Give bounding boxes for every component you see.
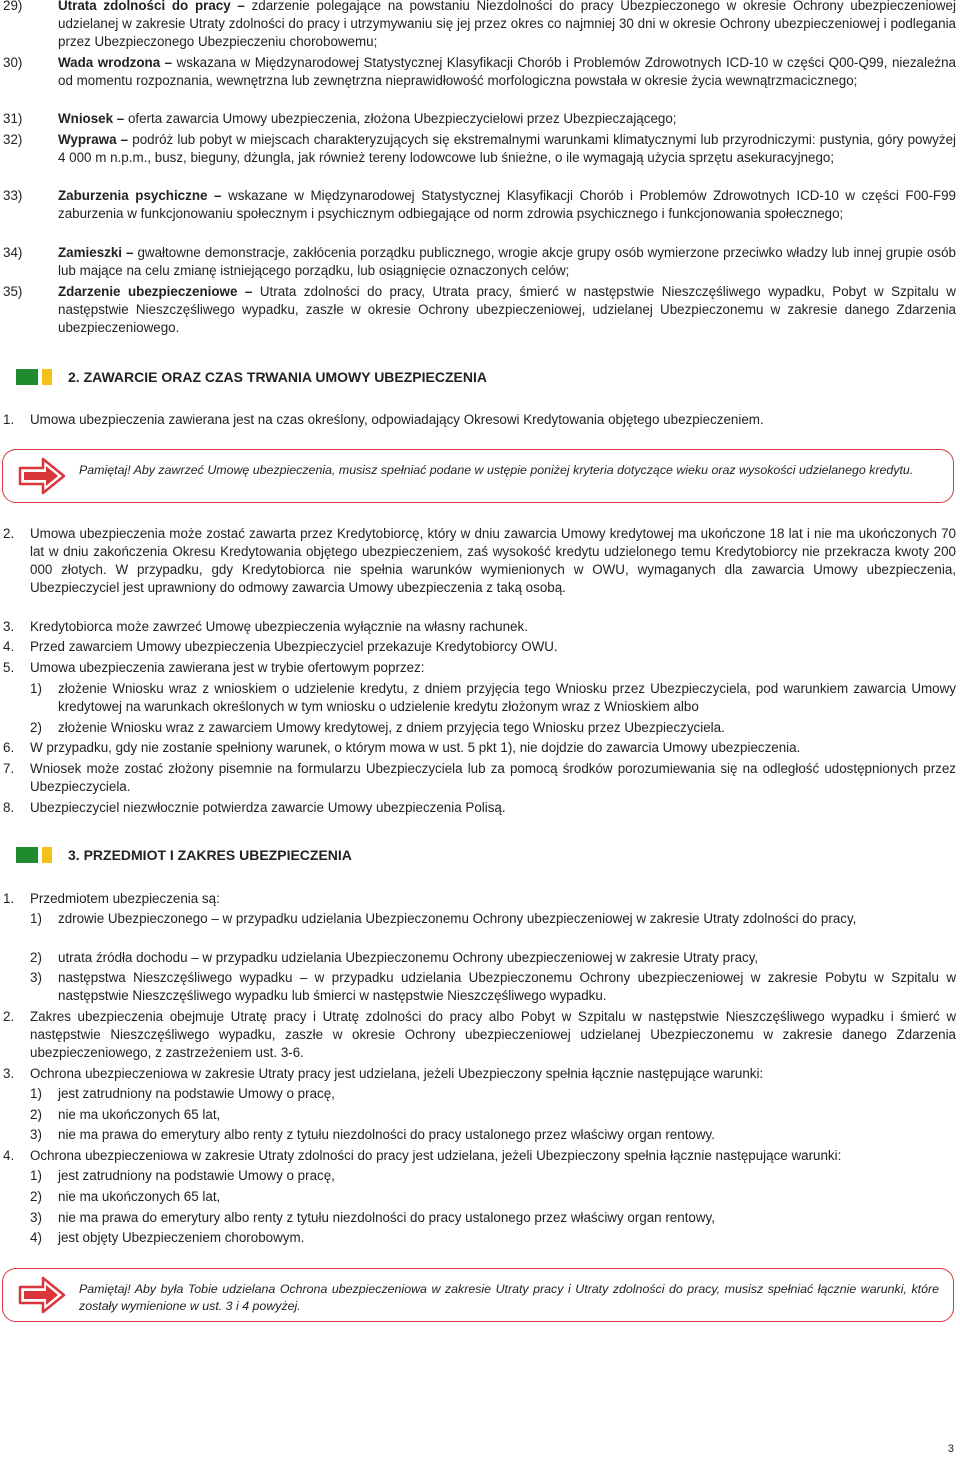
section-heading-3: 3. PRZEDMIOT I ZAKRES UBEZPIECZENIA xyxy=(16,846,352,864)
yellow-square-marker xyxy=(42,847,52,863)
section3-item-3-3: 3) nie ma prawa do emerytury albo renty z tytułu niezdolności do pracy ustalonego przez właściwy organ rentowy. xyxy=(30,1127,715,1142)
section3-item-1-3: 3) następstwa Nieszczęśliwego wypadku – w przypadku udzielania Ubezpieczonemu Ochrony ubezpieczeniowej w zakresie Pobytu w Szpitalu w następstwie Nieszczęśliwego wypadku lub śmierci w następstwie Nieszczęśliwego wypadku. xyxy=(30,970,956,1003)
section3-item-4-4: 4) jest objęty Ubezpieczeniem chorobowym. xyxy=(30,1230,305,1245)
section3-item-3: 3. Ochrona ubezpieczeniowa w zakresie Utraty pracy jest udzielana, jeżeli Ubezpieczony spełnia łącznie następujące warunki: xyxy=(3,1066,764,1081)
item-number: 31) xyxy=(3,111,23,126)
section3-item-3-2: 2) nie ma ukończonych 65 lat, xyxy=(30,1107,221,1122)
definition-term: Wniosek – xyxy=(58,111,125,126)
definition-term: Zamieszki – xyxy=(58,245,134,260)
section2-item-3: 3. Kredytobiorca może zawrzeć Umowę ubezpieczenia wyłącznie na własny rachunek. xyxy=(3,619,528,634)
definition-text: Wada wrodzona – wskazana w Międzynarodowej Statystycznej Klasyfikacji Chorób i Problemów Zdrowotnych ICD-10 w części Q00-Q99, niezależna od momentu rozpoznania, wewnętrzna lub zewnętrzna nieprawidłowość morfologiczna powstała w okresie życia wewnątrzmacicznego; xyxy=(58,55,956,88)
section3-item-2: 2. Zakres ubezpieczenia obejmuje Utratę pracy i Utratę zdolności do pracy albo Pobyt w Szpitalu w następstwie Nieszczęśliwego wypadku i śmierć w następstwie Nieszczęśliwego wypadku, zaszłe w okresie Ochrony ubezpieczeniowej udzielanej Ubezpieczonemu w zakresie danego Zdarzenia ubezpieczeniowego, z zastrzeżeniem ust. 3-6. xyxy=(3,1009,956,1060)
section2-item-5-2: 2) złożenie Wniosku wraz z zawarciem Umowy kredytowej, z dniem przyjęcia tego Wniosku przez Ubezpieczyciela. xyxy=(30,720,725,735)
section2-item-1: 1. Umowa ubezpieczenia zawierana jest na czas określony, odpowiadający Okresowi Kredytowania objętego ubezpieczeniem. xyxy=(3,412,764,427)
reminder-note xyxy=(2,1268,954,1322)
item-number: 33) xyxy=(3,188,23,203)
note-label: Pamiętaj! xyxy=(79,463,131,477)
definition-term: Utrata zdolności do pracy – xyxy=(58,0,245,13)
yellow-square-marker xyxy=(42,369,52,385)
note-text: Pamiętaj! Aby była Tobie udzielana Ochrona ubezpieczeniowa w zakresie Utraty pracy i Utraty zdolności do pracy, musisz spełniać łącznie warunki, które zostały wymienione w ust. 3 i 4 powyżej. xyxy=(79,1282,940,1313)
definition-33 xyxy=(0,187,956,223)
definition-text: Zdarzenie ubezpieczeniowe – Utrata zdolności do pracy, Utrata pracy, śmierć w następstwie Nieszczęśliwego wypadku, Pobyt w Szpitalu w następstwie Nieszczęśliwego wypadku, zaszłe w okresie Ochrony ubezpieczeniowej, udzielanej Ubezpieczonemu w zakresie danego Zdarzenia ubezpieczeniowego. xyxy=(58,284,956,335)
note-text: Pamiętaj! Aby zawrzeć Umowę ubezpieczenia, musisz spełniać podane w ustępie poniżej kryteria dotyczące wieku oraz wysokości udzielanego kredytu. xyxy=(79,463,914,477)
section3-item-3-1: 1) jest zatrudniony na podstawie Umowy o pracę, xyxy=(30,1086,335,1101)
section3-item-4-3: 3) nie ma prawa do emerytury albo renty z tytułu niezdolności do pracy ustalonego przez właściwy organ rentowy, xyxy=(30,1210,715,1225)
item-number: 32) xyxy=(3,132,23,147)
section2-item-5: 5. Umowa ubezpieczenia zawierana jest w trybie ofertowym poprzez: xyxy=(3,660,425,675)
item-number: 29) xyxy=(3,0,23,13)
section2-item-6: 6. W przypadku, gdy nie zostanie spełniony warunek, o którym mowa w ust. 5 pkt 1), nie dojdzie do zawarcia Umowy ubezpieczenia. xyxy=(3,740,801,755)
section3-item-1: 1. Przedmiotem ubezpieczenia są: xyxy=(3,891,220,906)
arrow-right-icon xyxy=(17,456,67,496)
definition-35 xyxy=(0,283,956,337)
reminder-note xyxy=(2,449,954,503)
section3-item-4: 4. Ochrona ubezpieczeniowa w zakresie Utraty zdolności do pracy jest udzielana, jeżeli Ubezpieczony spełnia łącznie następujące warunki: xyxy=(3,1148,842,1163)
definition-32 xyxy=(0,131,956,167)
section2-item-5-1: 1) złożenie Wniosku wraz z wnioskiem o udzielenie kredytu, z dniem przyjęcia tego Wniosku przez Ubezpieczyciela, pod warunkiem zawarcia Umowy kredytowej na warunkach określonych w tym wniosku o udzielenie kredytu złożonym wraz z Wnioskiem albo xyxy=(30,681,956,714)
definition-text: Utrata zdolności do pracy – zdarzenie polegające na powstaniu Niezdolności do pracy Ubezpieczonego w okresie Ochrony ubezpieczeniowej udzielanej w zakresie Utraty zdolności do pracy i utrzymywaniu się jej przez okres co najmniej 30 dni w okresie Ochrony ubezpieczeniowej i podlegania przez Ubezpieczonego Ubezpieczeniu chorobowemu; xyxy=(58,0,956,49)
item-number: 34) xyxy=(3,245,23,260)
definition-text: Wniosek – oferta zawarcia Umowy ubezpieczenia, złożona Ubezpieczycielowi przez Ubezpieczającego; xyxy=(58,111,677,126)
note-label: Pamiętaj! xyxy=(79,1282,131,1296)
definition-text: Zaburzenia psychiczne – wskazane w Międzynarodowej Statystycznej Klasyfikacji Chorób i Problemów Zdrowotnych ICD-10 w części F00-F99 zaburzenia w funkcjonowaniu społecznym i psychicznym odbiegające od norm zdrowia psychicznego i funkcjonowania społecznego; xyxy=(58,188,956,221)
definition-31 xyxy=(0,110,956,128)
section-heading-2: 2. ZAWARCIE ORAZ CZAS TRWANIA UMOWY UBEZPIECZENIA xyxy=(16,368,487,386)
green-square-marker xyxy=(16,847,38,863)
section2-item-4: 4. Przed zawarciem Umowy ubezpieczenia Ubezpieczyciel przekazuje Kredytobiorcy OWU. xyxy=(3,639,558,654)
definition-text: Wyprawa – podróż lub pobyt w miejscach charakteryzujących się ekstremalnymi warunkami klimatycznymi lub przyrodniczymi: pustynia, góry powyżej 4 000 m n.p.m., busz, bieguny, dżungla, jak również tereny lodowcowe lub śnieżne, o ile wymagają użycia sprzętu asekuracyjnego; xyxy=(58,132,956,165)
section3-item-4-1: 1) jest zatrudniony na podstawie Umowy o pracę, xyxy=(30,1168,335,1183)
item-number: 35) xyxy=(3,284,23,299)
definition-term: Wada wrodzona – xyxy=(58,55,173,70)
item-number: 30) xyxy=(3,55,23,70)
section3-item-4-2: 2) nie ma ukończonych 65 lat, xyxy=(30,1189,221,1204)
section3-item-1-1: 1) zdrowie Ubezpieczonego – w przypadku udzielania Ubezpieczonemu Ochrony ubezpieczeniowej w zakresie Utraty zdolności do pracy, xyxy=(30,911,857,926)
definition-30 xyxy=(0,54,956,90)
definition-term: Zaburzenia psychiczne – xyxy=(58,188,222,203)
definition-term: Zdarzenie ubezpieczeniowe – xyxy=(58,284,253,299)
section2-item-7: 7. Wniosek może zostać złożony pisemnie na formularzu Ubezpieczyciela lub za pomocą środków porozumiewania się na odległość udostępnionych przez Ubezpieczyciela. xyxy=(3,761,956,794)
definition-term: Wyprawa – xyxy=(58,132,129,147)
definition-text: Zamieszki – gwałtowne demonstracje, zakłócenia porządku publicznego, wrogie akcje grupy osób wymierzone przeciwko władzy lub innej grupie osób lub mające na celu zmianę istniejącego porządku, lub osiągnięcie oznaczonych celów; xyxy=(58,245,956,278)
section2-item-8: 8. Ubezpieczyciel niezwłocznie potwierdza zawarcie Umowy ubezpieczenia Polisą. xyxy=(3,800,506,815)
section3-item-1-2: 2) utrata źródła dochodu – w przypadku udzielania Ubezpieczonemu Ochrony ubezpieczeniowej w zakresie Utraty pracy, xyxy=(30,950,759,965)
arrow-right-icon xyxy=(17,1275,67,1315)
definition-34 xyxy=(0,244,956,280)
green-square-marker xyxy=(16,369,38,385)
page-number: 3 xyxy=(947,1443,954,1455)
definition-29 xyxy=(0,0,956,51)
section2-item-2: 2. Umowa ubezpieczenia może zostać zawarta przez Kredytobiorcę, który w dniu zawarcia Umowy kredytowej ma ukończone 18 lat i nie ma ukończonych 70 lat w dniu zakończenia Okresu Kredytowania objętego ubezpieczeniem, zaś wysokość kredytu udzielonego temu Kredytobiorcy nie przekracza kwoty 200 000 złotych. W przypadku, gdy Kredytobiorca nie spełnia warunków wymienionych w OWU, wymaganych dla zawarcia Umowy ubezpieczenia, Ubezpieczyciel jest uprawniony do odmowy zawarcia Umowy ubezpieczenia z taką osobą. xyxy=(3,526,956,595)
